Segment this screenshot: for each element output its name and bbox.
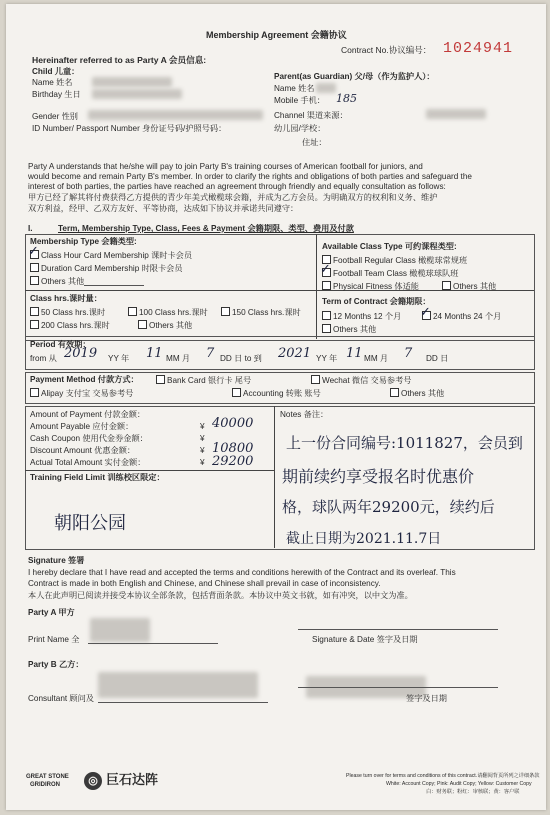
notes-line-2: 期前续约享受报名时优惠价: [282, 467, 475, 486]
address-label: 住址：: [302, 138, 327, 147]
checkmark-icon: ✓: [28, 244, 39, 259]
consultant-label: Consultant 顾问及: [28, 694, 94, 703]
term-option-24[interactable]: 24 Months 24 个月: [422, 311, 501, 321]
mobile-handwritten: 185: [336, 92, 357, 105]
redacted-party-b-signature: [98, 672, 258, 698]
amount-heading: Amount of Payment 付款金额：: [30, 410, 146, 419]
signature-en-2: Contract is made in both English and Chinese, and Chinese shall prevail in case of inconsistency.: [28, 579, 381, 588]
payment-method-heading: Payment Method 付款方式：: [30, 375, 139, 384]
sign-date-label: Signature & Date 签字及日期: [312, 635, 418, 644]
redacted-parent-name: [316, 83, 336, 93]
checkmark-icon: ✓: [320, 262, 331, 277]
brand-zh: 巨石达阵: [106, 772, 159, 787]
redacted-child-name: [92, 77, 172, 87]
notes-line-3: 格，球队两年29200元，续约后: [282, 498, 495, 516]
amount-bottom-divider: [25, 470, 274, 471]
term-option-12[interactable]: 12 Months 12 个月: [322, 311, 401, 321]
print-name-label: Print Name 全: [28, 635, 80, 644]
footer-note-2: White: Account Copy; Pink: Audit Copy; Yellow: Customer Copy: [386, 781, 532, 787]
period-dd-label: DD 日: [426, 354, 449, 363]
signature-en-1: I hereby declare that I have read and accepted the terms and conditions herewith of the Contract and its overleaf. This: [28, 568, 456, 577]
class-option-4[interactable]: Others 其他: [442, 281, 496, 291]
child-gender-label: Gender 性别: [32, 112, 78, 121]
currency-symbol: ¥: [200, 446, 205, 455]
period-from-day: 7: [206, 346, 215, 361]
others-line: [84, 285, 144, 286]
discount-label: Discount Amount 优惠金额：: [30, 446, 136, 455]
period-to-year: 2021: [278, 346, 312, 361]
redacted-gender: [88, 110, 263, 120]
notes-line-4: 截止日期为2021.11.7日: [286, 531, 442, 547]
actual-total-value: 29200: [212, 454, 254, 469]
section-title: Term, Membership Type, Class, Fees & Payment 会籍期限、类型、费用及付款: [58, 224, 354, 233]
membership-option-3[interactable]: Others 其他: [30, 276, 84, 286]
signature-heading: Signature 签署: [28, 556, 85, 565]
period-mm-label: MM 月: [166, 354, 191, 363]
period-from-label: from 从: [30, 354, 57, 363]
redacted-birthday: [92, 89, 182, 99]
parent-name-label: Name 姓名: [274, 84, 315, 93]
hours-option-200[interactable]: 200 Class hrs.课时: [30, 320, 110, 330]
class-option-1[interactable]: Football Regular Class 橄榄球常规班: [322, 255, 467, 265]
signature-zh-1: 本人在此声明已阅读并接受本协议全部条款，包括背面条款。本协议中英文书就，如有冲突，以中文为准。: [28, 591, 413, 600]
period-to-label: DD 日 to 到: [220, 354, 262, 363]
print-name-line: [88, 643, 218, 644]
hours-option-150[interactable]: 150 Class hrs.课时: [221, 307, 301, 317]
sign-date-label-b: 签字及日期: [406, 694, 447, 703]
class-option-3[interactable]: Physical Fitness 体适能: [322, 281, 419, 291]
party-a-label: Party A 甲方: [28, 608, 75, 617]
class-hours-heading: Class hrs.课时量：: [30, 294, 102, 303]
amount-notes-divider: [274, 406, 275, 548]
checkmark-icon: ✓: [420, 305, 431, 320]
period-heading: Period 有效期：: [30, 340, 91, 349]
payment-alipay[interactable]: Alipay 支付宝 交易参考号: [30, 388, 133, 398]
parent-mobile-label: Mobile 手机：: [274, 96, 325, 105]
footer-note-3: 白：财务联；粉红：审核联；黄：客户联: [426, 789, 520, 795]
hours-option-others[interactable]: Others 其他: [138, 320, 192, 330]
payment-wechat[interactable]: Wechat 微信 交易参考号: [311, 375, 411, 385]
brand-en-2: GRIDIRON: [30, 782, 60, 788]
currency-symbol: ¥: [200, 434, 205, 443]
intro-en-2: would become and remain Party B's member. In order to clarify the rights and obligations of both parties and safeguard the: [28, 172, 472, 181]
term-heading: Term of Contract 会籍期限：: [322, 297, 431, 306]
currency-symbol: ¥: [200, 422, 205, 431]
child-birthday-label: Birthday 生日: [32, 90, 81, 99]
term-option-others[interactable]: Others 其他: [322, 324, 376, 334]
intro-zh-2: 双方利益，经甲、乙双方友好、平等协商，达成如下协议并承诺共同遵守：: [28, 204, 299, 213]
intro-zh-1: 甲方已经了解其将付费获得乙方提供的青少年美式橄榄球会籍，并成为乙方会员。为明确双方的权利和义务、维护: [28, 193, 438, 202]
sign-date-line: [298, 629, 498, 630]
kindergarten-label: 幼儿园/学校：: [274, 124, 326, 133]
contract-no-label: Contract No.协议编号：: [341, 45, 432, 55]
period-to-month: 11: [346, 346, 363, 361]
membership-type-heading: Membership Type 会籍类型:: [30, 237, 137, 246]
table-divider: [316, 234, 317, 339]
actual-total-label: Actual Total Amount 实付金额：: [30, 458, 146, 467]
notes-line-1: 上一份合同编号:1011827，会员到: [286, 434, 523, 452]
sign-date-line-b: [298, 687, 498, 688]
period-to-day: 7: [404, 346, 413, 361]
amount-payable-label: Amount Payable 应付金额：: [30, 422, 134, 431]
payment-bank-card[interactable]: Bank Card 银行卡 尾号: [156, 375, 251, 385]
hours-option-100[interactable]: 100 Class hrs.课时: [128, 307, 208, 317]
intro-en-1: Party A understands that he/she will pay to join Party B's training courses of American football for juniors, and: [28, 162, 423, 171]
parent-heading: Parent(as Guardian) 父/母（作为监护人）：: [274, 72, 435, 81]
consultant-line: [98, 702, 268, 703]
period-yy-label: YY 年: [108, 354, 130, 363]
brand-logo-icon: ◎: [84, 772, 102, 790]
redacted-channel: [426, 109, 486, 119]
party-b-label: Party B 乙方：: [28, 660, 84, 669]
intro-en-3: interest of both parties, the parties have reached an agreement through friendly and equally consultation as follows:: [28, 182, 446, 191]
contract-number: 1024941: [443, 40, 514, 57]
training-field-label: Training Field Limit 训练校区限定：: [30, 473, 165, 482]
currency-symbol: ¥: [200, 458, 205, 467]
cash-coupon-label: Cash Coupon 使用代金券金额：: [30, 434, 148, 443]
hours-option-50[interactable]: 50 Class hrs.课时: [30, 307, 105, 317]
period-from-year: 2019: [64, 346, 98, 361]
brand-en-1: GREAT STONE: [26, 774, 69, 780]
period-yy2-label: YY 年: [316, 354, 338, 363]
agreement-paper: [6, 4, 546, 810]
payment-others[interactable]: Others 其他: [390, 388, 444, 398]
notes-label: Notes 备注：: [280, 410, 329, 419]
membership-option-2[interactable]: Duration Card Membership 时限卡会员: [30, 263, 183, 273]
redacted-party-a-signature: [90, 618, 150, 642]
payment-accounting[interactable]: Accounting 转账 账号: [232, 388, 321, 398]
footer-note-1: Please turn over for terms and conditions of this contract.请翻阅背页所列之详细条款: [346, 773, 540, 779]
child-id-label: ID Number/ Passport Number 身份证号码/护照号码：: [32, 124, 227, 133]
period-from-month: 11: [146, 346, 163, 361]
document-title: Membership Agreement 会籍协议: [206, 30, 347, 40]
class-option-2[interactable]: Football Team Class 橄榄球球队班: [322, 268, 458, 278]
membership-option-1[interactable]: Class Hour Card Membership 课时卡会员: [30, 250, 192, 260]
child-name-label: Name 姓名: [32, 78, 73, 87]
channel-label: Channel 渠道来源：: [274, 111, 348, 120]
training-field-value: 朝阳公园: [54, 513, 126, 534]
party-a-intro: Hereinafter referred to as Party A 会员信息:: [32, 55, 207, 65]
available-class-heading: Available Class Type 可约课程类型:: [322, 242, 457, 251]
period-mm2-label: MM 月: [364, 354, 389, 363]
section-number: I.: [28, 224, 33, 233]
child-heading: Child 儿童：: [32, 67, 80, 76]
amount-payable-value: 40000: [212, 416, 254, 431]
discount-value: 10800: [212, 441, 254, 456]
